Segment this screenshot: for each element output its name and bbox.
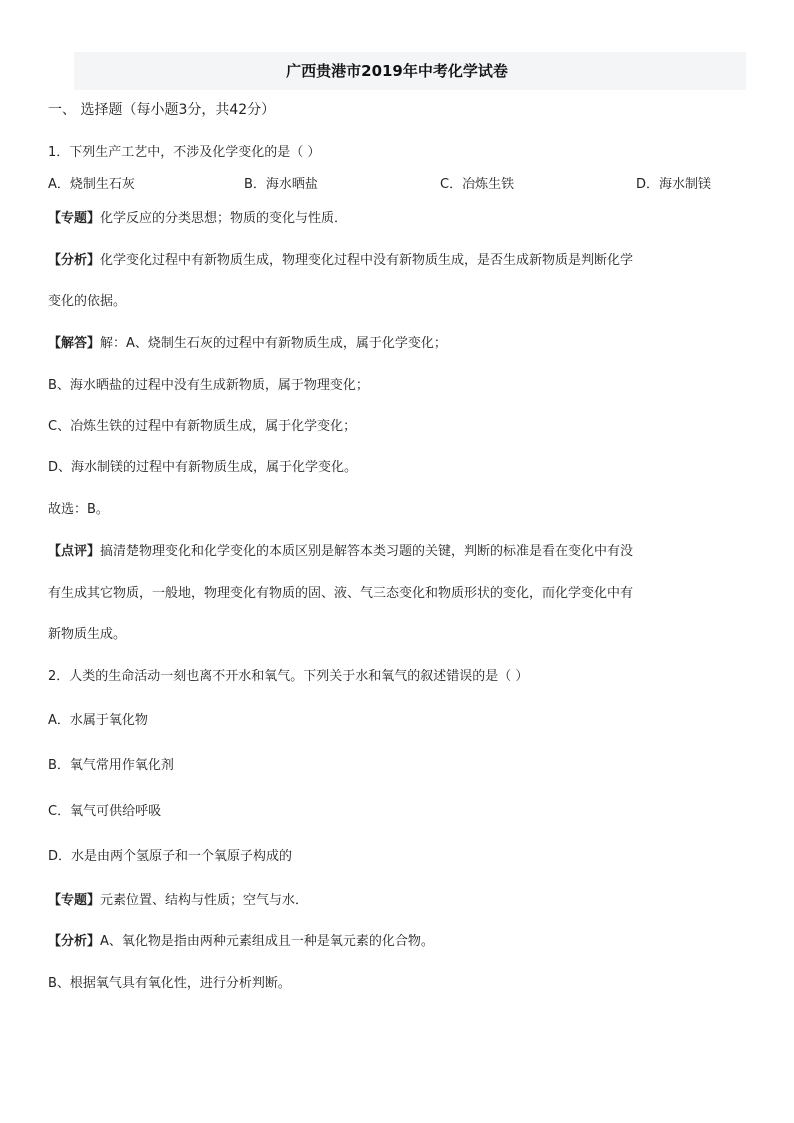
q1-comment-1: 搞清楚物理变化和化学变化的本质区别是解答本类习题的关键，判断的标准是看在变化中有没 [100,544,634,559]
q1-answer-d: D、海水制镁的过程中有新物质生成，属于化学变化。 [48,460,358,475]
q2-analysis [48,933,748,951]
section-heading: 一、 选择题（每小题3分，共42分） [48,102,276,118]
q1-option-c: C．冶炼生铁 [440,177,515,192]
page-title: 广西贵港市2019年中考化学试卷 [286,62,508,80]
q1-answer-c: C、冶炼生铁的过程中有新物质生成，属于化学变化； [48,419,357,434]
q2-topic [48,892,748,910]
q2-option-c: C．氧气可供给呼吸 [48,804,162,819]
q1-topic-tag: 【专题】 [48,211,101,226]
q1-option-a: A．烧制生石灰 [48,177,135,192]
q2-stem: 2．人类的生命活动一刻也离不开水和氧气。下列关于水和氧气的叙述错误的是（ ） [48,669,529,684]
q2-option-b: B．氧气常用作氧化剂 [48,758,174,773]
q2-analysis-b: B、根据氧气具有氧化性，进行分析判断。 [48,976,291,991]
q1-answer-b: B、海水晒盐的过程中没有生成新物质，属于物理变化； [48,378,369,393]
q1-stem: 1．下列生产工艺中，不涉及化学变化的是（ ） [48,145,321,160]
q2-topic-tag: 【专题】 [48,893,101,908]
q1-analysis-tag: 【分析】 [48,253,101,268]
q1-comment-tag: 【点评】 [48,544,101,559]
q2-option-a: A．水属于氧化物 [48,713,148,728]
q1-comment-3: 新物质生成。 [48,627,127,642]
q2-analysis-a: A、氧化物是指由两种元素组成且一种是氧元素的化合物。 [100,934,434,949]
q1-comment [48,543,748,561]
q2-analysis-tag: 【分析】 [48,934,101,949]
q2-option-d: D．水是由两个氢原子和一个氧原子构成的 [48,849,293,864]
q1-answer-a: 解：A、烧制生石灰的过程中有新物质生成，属于化学变化； [100,336,447,351]
q1-analysis-text-2: 变化的依据。 [48,294,127,309]
q1-answer [48,335,748,353]
q1-topic [48,210,748,228]
q1-choice: 故选：B。 [48,502,109,517]
q1-option-b: B．海水晒盐 [244,177,318,192]
q1-option-d: D．海水制镁 [636,177,712,192]
q1-analysis-text-1: 化学变化过程中有新物质生成，物理变化过程中没有新物质生成，是否生成新物质是判断化学 [100,253,634,268]
q1-analysis [48,252,748,270]
q1-topic-text: 化学反应的分类思想；物质的变化与性质． [100,211,348,226]
q1-answer-tag: 【解答】 [48,336,101,351]
q2-topic-text: 元素位置、结构与性质；空气与水． [100,893,309,908]
q1-comment-2: 有生成其它物质，一般地，物理变化有物质的固、液、气三态变化和物质形状的变化，而化学变化中有 [48,586,634,601]
